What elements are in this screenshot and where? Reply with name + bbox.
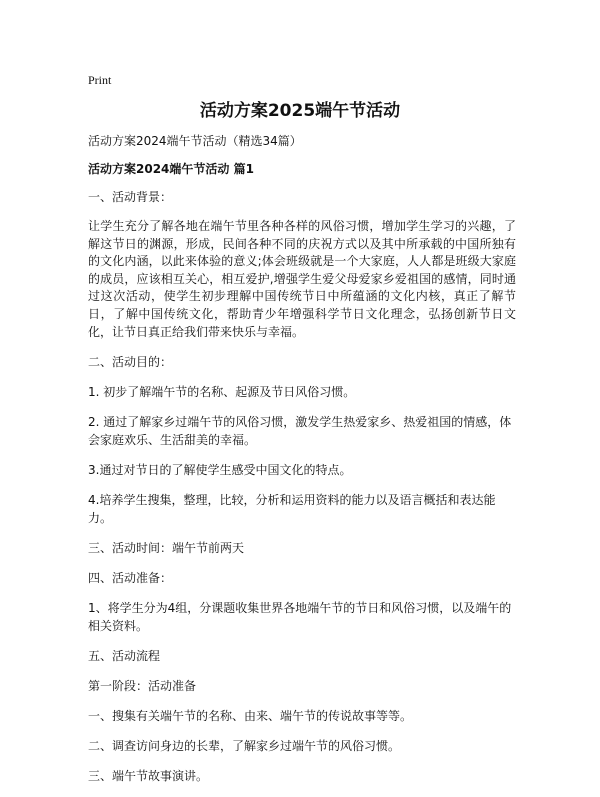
paragraph: 二、活动目的： <box>88 355 173 370</box>
paragraph: 1. 初步了解端午节的名称、起源及节日风俗习惯。 <box>88 385 356 400</box>
paragraph: 四、活动准备： <box>88 571 173 586</box>
paragraph: 2. 通过了解家乡过端午节的风俗习惯，激发学生热爱家乡、热爱祖国的情感，体会家庭欢乐、生活甜美的幸福。 <box>88 415 512 448</box>
paragraph: 3.通过对节日的了解使学生感受中国文化的特点。 <box>88 463 352 478</box>
paragraph: 三、端午节故事演讲。 <box>88 769 209 784</box>
paragraph: 1、将学生分为4组，分课题收集世界各地端午节的节日和风俗习惯，以及端午的相关资料。 <box>88 601 512 634</box>
print-link[interactable]: Print <box>88 73 112 87</box>
paragraph: 4.培养学生搜集，整理，比较，分析和运用资料的能力以及语言概括和表达能力。 <box>88 493 496 526</box>
paragraph: 三、活动时间：端午节前两天 <box>88 541 245 556</box>
page-title: 活动方案2025端午节活动 <box>199 101 401 121</box>
paragraph: 让学生充分了解各地在端午节里各种各样的风俗习惯，增加学生学习的兴趣，了解这节日的渊源，形成，民间各种不同的庆祝方式以及其中所承载的中国所独有的文化内涵，以此来体验的意义;体会班级就是一个大家庭，人人都是班级大家庭的成员，应该相互关心，相互爱护,增强学生爱父母爱家乡爱祖国的感情，同时通过这次活动，使学生初步理解中国传统节日中所蕴涵的文化内核，真正了解节日，了解中国传统文化，帮助青少年增强科学节日文化理念，弘扬创新节日文化，让节日真正给我们带来快乐与幸福。 <box>88 219 516 339</box>
paragraph: 一、活动背景： <box>88 190 173 204</box>
paragraph: 五、活动流程 <box>88 649 161 664</box>
section-heading: 活动方案2024端午节活动 篇1 <box>88 162 254 176</box>
paragraph: 第一阶段：活动准备 <box>88 679 197 694</box>
paragraph: 一、搜集有关端午节的名称、由来、端午节的传说故事等等。 <box>88 709 413 724</box>
document-subtitle: 活动方案2024端午节活动（精选34篇） <box>88 134 302 148</box>
document-body <box>88 132 516 797</box>
paragraph: 二、调查访问身边的长辈，了解家乡过端午节的风俗习惯。 <box>88 739 401 754</box>
